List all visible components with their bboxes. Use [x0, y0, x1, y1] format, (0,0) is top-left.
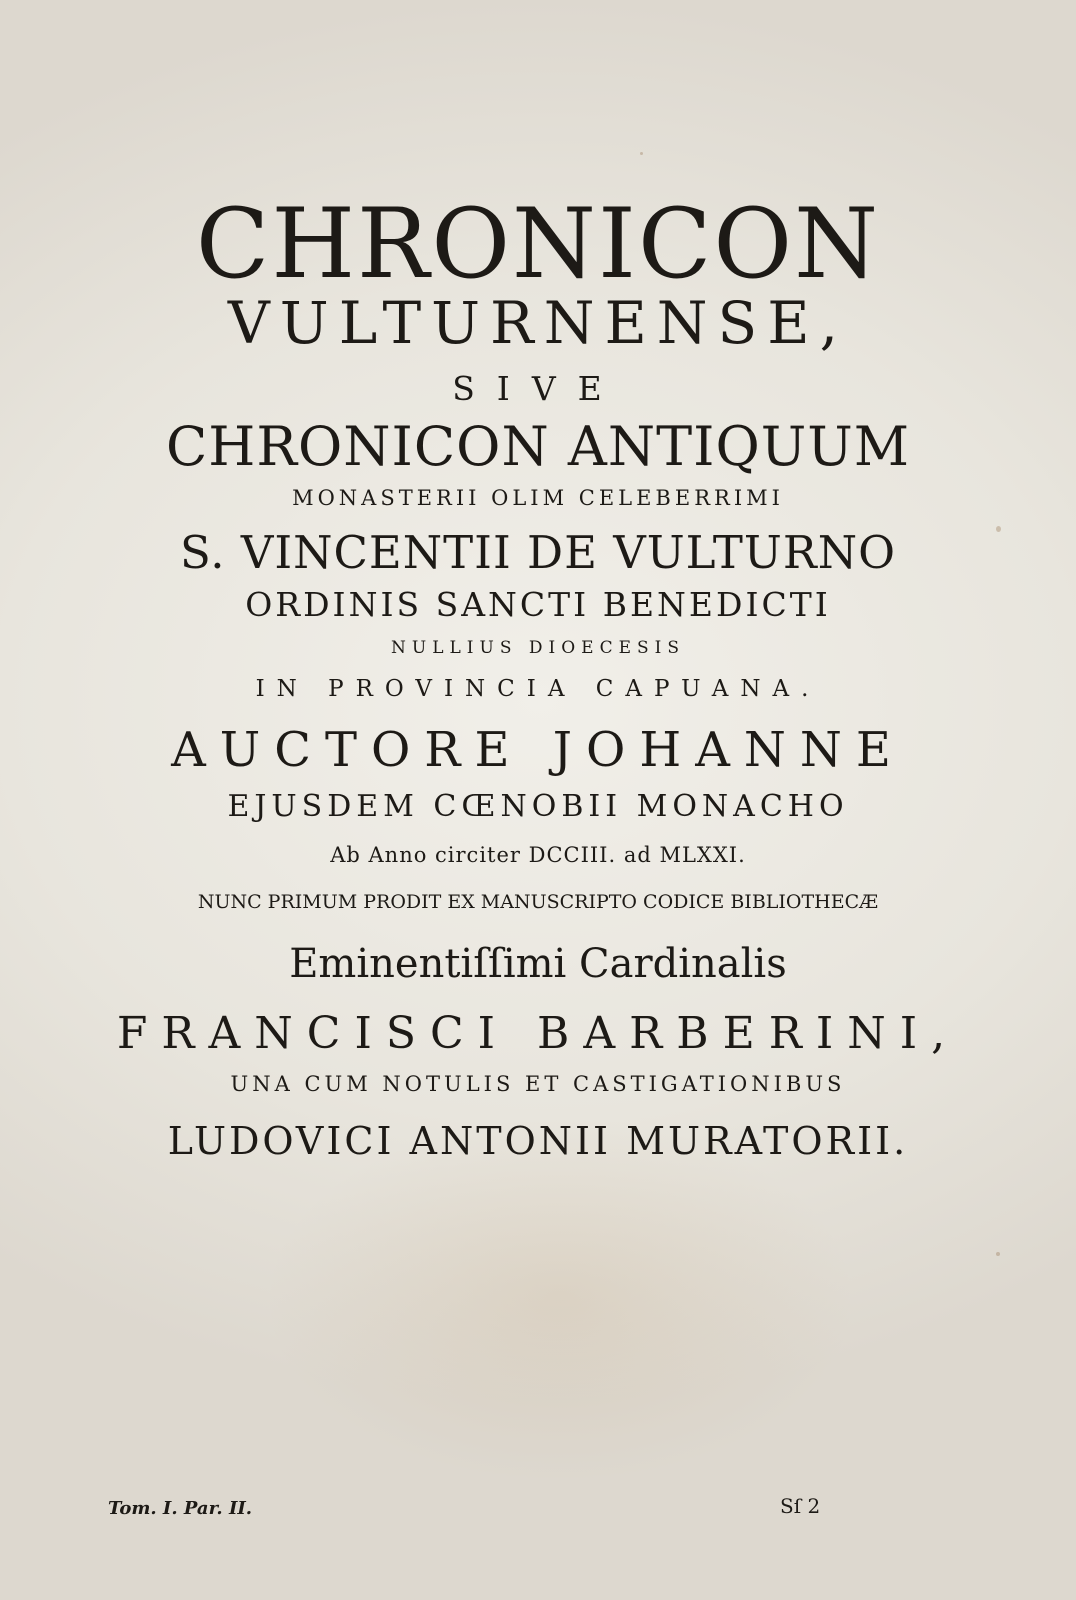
- main-title: CHRONICON: [195, 188, 881, 300]
- foxing-spot: [640, 152, 643, 155]
- foxing-spot: [996, 1252, 1000, 1256]
- title-line-notulis: UNA CUM NOTULIS ET CASTIGATIONIBUS: [230, 1072, 846, 1096]
- title-line-chronicon-antiquum: CHRONICON ANTIQUUM: [165, 415, 911, 478]
- author-line: AUCTORE JOHANNE: [171, 722, 905, 778]
- title-line-vincentii: S. VINCENTII DE VULTURNO: [180, 526, 896, 579]
- title-line-provincia: IN PROVINCIA CAPUANA.: [255, 676, 821, 702]
- title-line-vulturnense: VULTURNENSE,: [227, 289, 849, 357]
- title-line-barberini: FRANCISCI BARBERINI,: [116, 1008, 960, 1059]
- volume-note: Tom. I. Par. II.: [108, 1498, 253, 1519]
- title-line-coenobii: EJUSDEM CŒNOBII MONACHO: [227, 789, 849, 824]
- title-line-nunc-primum: NUNC PRIMUM PRODIT EX MANUSCRIPTO CODICE BIBLIOTHECÆ: [197, 891, 879, 913]
- editor-line: LUDOVICI ANTONII MURATORII.: [167, 1119, 909, 1163]
- title-line-ordinis: ORDINIS SANCTI BENEDICTI: [245, 585, 831, 624]
- title-line-monasterii: MONASTERII OLIM CELEBERRIMI: [292, 486, 784, 510]
- title-line-eminentissimi: Eminentiſſimi Cardinalis: [289, 941, 787, 987]
- title-line-nullius: NULLIUS DIOECESIS: [391, 638, 685, 658]
- signature-mark: Sſ 2: [780, 1494, 821, 1518]
- date-range-line: Ab Anno circiter DCCIII. ad MLXXI.: [330, 843, 746, 867]
- title-line-sive: SIVE: [452, 369, 624, 408]
